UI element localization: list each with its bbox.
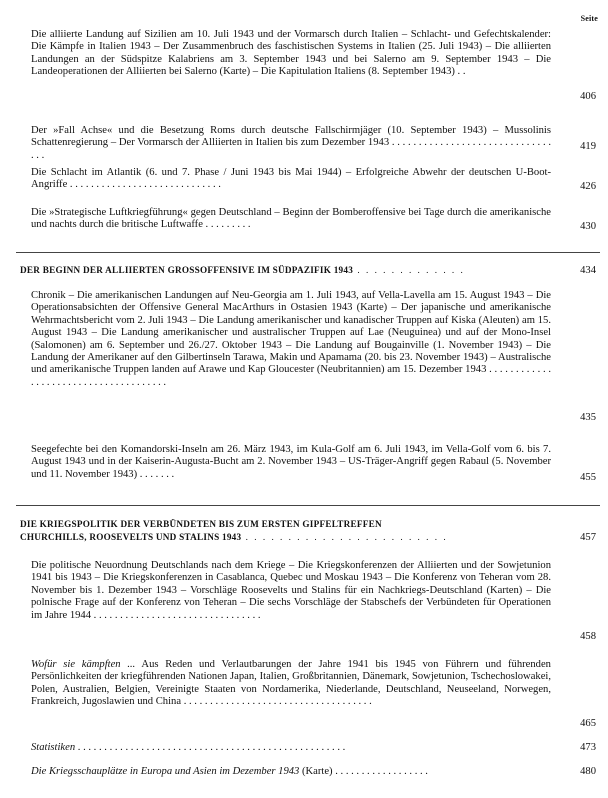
toc-entry-text: (Karte) . . . . . . . . . . . . . . . . . . [299, 766, 428, 777]
toc-entry-page: 430 [580, 221, 596, 232]
toc-entry-kriegsschauplaetze [31, 766, 583, 778]
toc-entry-text: Die alliierte Landung auf Sizilien am 10. Juli 1943 und der Vormarsch durch Italien – Schlacht- und Gefechtskalender: Die Kämpfe in Italien 1943 – Der Zusammenbruch des faschistischen Systems in Italien (25. Juli 1943) – Die alliierten Landungen an der Südspitze Kalabriens am 3. September 1943 und bei Salerno am 9. September 1943 – Die Landeoperationen der Alliierten bei Salerno (Karte) – Die Kapitulation Italiens (8. September 1943) . . [31, 29, 551, 78]
page-column-header: Seite [580, 14, 598, 23]
toc-entry-seegefechte [31, 444, 583, 481]
toc-entry-page: 426 [580, 181, 596, 192]
toc-entry-atlantik [31, 167, 583, 192]
toc-entry-page: 406 [580, 91, 596, 102]
toc-entry-page: 458 [580, 631, 596, 642]
toc-entry-chronik [31, 290, 583, 389]
toc-entry-page: 435 [580, 412, 596, 423]
toc-entry-fall-achse [31, 125, 583, 162]
toc-entry-text: . . . . . . . . . . . . . . . . . . . . . . . . . . . . . . . . . . . . . . . . . . . . . . . . . . . [75, 742, 346, 753]
toc-entry-page: 419 [580, 141, 596, 152]
section-heading-line2: CHURCHILLS, ROOSEVELTS UND STALINS 1943 [20, 532, 242, 542]
toc-entry-text: Aus Reden und Verlautbarungen der Jahre 1941 bis 1945 von Führern und führenden Persönlichkeiten der kriegführenden Nationen Japan, Italien, Großbritannien, Dänemark, Sowjetunion, Tschechoslowakei, Polen, Australien, Belgien, Vereinigte Staaten von Nordamerika, Niederlande, Deutschland, Neuseeland, Norwegen, Frankreich, Jugoslawien und China . . . . . . . . . . . . . . . . . . . . . . . . . . . . . . . . . . . . [31, 659, 551, 708]
toc-entry-wofuer [31, 659, 583, 709]
toc-entry-text: Der »Fall Achse« und die Besetzung Roms durch deutsche Fallschirmjäger (10. September 1943) – Mussolinis Schattenregierung – Der Vormarsch der Alliierten in Italien bis zum Dezember 1943 . . . . . . . . . . . . . . . . . . . . . . . . . . . . . . . . . [31, 125, 551, 161]
section-heading-text: DER BEGINN DER ALLIIERTEN GROSSOFFENSIVE IM SÜDPAZIFIK 1943 [20, 265, 354, 275]
toc-entry-text: Die politische Neuordnung Deutschlands nach dem Kriege – Die Kriegskonferenzen der Alliierten und der Sowjetunion 1941 bis 1943 – Die Kriegskonferenzen in Casablanca, Quebec und Moskau 1943 – Die Konferenz von Teheran vom 28. November bis 1. Dezember 1943 – Vorschläge Roosevelts und Stalins für ein Nachkriegs-Deutschland (Karten) – Die polnische Frage auf der Konferenz von Teheran – Die sechs Vorschläge der Stabschefs der Verbündeten für Operationen im Jahre 1944 . . . . . . . . . . . . . . . . . . . . . . . . . . . . . . . . [31, 560, 551, 621]
toc-entry-sizilien [31, 29, 583, 79]
section-divider [16, 505, 600, 506]
toc-entry-page: 465 [580, 718, 596, 729]
toc-entry-page: 455 [580, 472, 596, 483]
toc-entry-text: Chronik – Die amerikanischen Landungen auf Neu-Georgia am 1. Juli 1943, auf Vella-Lavella am 15. August 1943 – Die Operationsabsichten der Offensive General MacArthurs in Ostasien 1943 (Karte) – Der japanische und amerikanische Wehrmachtsbericht vom 2. Juli 1943 – Die Landung amerikanischer und kanadischer Truppen auf Kiska (Aleuten) am 15. August 1943 – Die Landung amerikanischer und australischer Truppen auf Lae (Neuguinea) und auf der Mono-Insel (Salomonen) am 6. September und 26./27. Oktober 1943 – Die Landung auf Bougainville (1. November 1943) – Die Landung der Amerikaner auf den Gilbertinseln Tarawa, Makin und Apamama (20. bis 23. November 1943) – Australische und amerikanische Truppen landen auf Arawe und Kap Gloucester (Neubritannien) am 15. Dezember 1943 . . . . . . . . . . . . . . . . . . . . . . . . . . . . . . . . . . . . . . [31, 290, 551, 388]
toc-entry-text: Seegefechte bei den Komandorski-Inseln am 26. März 1943, im Kula-Golf am 6. Juli 1943, im Vella-Golf vom 6. bis 7. August 1943 und in der Kaiserin-Augusta-Bucht am 2. November 1943 – US-Träger-Angriff gegen Rabaul (5. November und 11. November 1943) . . . . . . . [31, 444, 551, 480]
section-heading-kriegspolitik: DIE KRIEGSPOLITIK DER VERBÜNDETEN BIS ZUM ERSTEN GIPFELTREFFEN CHURCHILLS, ROOSEVELTS UND STALINS 1943 . . . . . . . . . . . . . . . . . . . . . . . . [20, 518, 560, 544]
section-heading-page: 434 [580, 265, 596, 276]
toc-entry-text: Die »Strategische Luftkriegführung« gegen Deutschland – Beginn der Bomberoffensive bei Tage durch die amerikanische und nachts durch die britische Luftwaffe . . . . . . . . . [31, 207, 551, 231]
toc-entry-luftkrieg [31, 207, 583, 232]
toc-entry-page: 480 [580, 766, 596, 777]
section-heading-suedpazifik: DER BEGINN DER ALLIIERTEN GROSSOFFENSIVE IM SÜDPAZIFIK 1943 . . . . . . . . . . . . . [20, 265, 465, 275]
section-heading-line1: DIE KRIEGSPOLITIK DER VERBÜNDETEN BIS ZUM ERSTEN GIPFELTREFFEN [20, 519, 382, 529]
section-heading-page: 457 [580, 532, 596, 543]
toc-entry-neuordnung [31, 560, 583, 622]
toc-entry-italic-title: Wofür sie kämpften ... [31, 659, 136, 670]
toc-entry-italic-title: Die Kriegsschauplätze in Europa und Asien im Dezember 1943 [31, 766, 300, 777]
toc-entry-italic-title: Statistiken [31, 742, 76, 753]
section-divider [16, 252, 600, 253]
toc-entry-statistiken [31, 742, 583, 754]
toc-entry-text: Die Schlacht im Atlantik (6. und 7. Phase / Juni 1943 bis Mai 1944) – Erfolgreiche Abwehr der deutschen U-Boot-Angriffe . . . . . . . . . . . . . . . . . . . . . . . . . . . . . [31, 167, 551, 191]
toc-entry-page: 473 [580, 742, 596, 753]
